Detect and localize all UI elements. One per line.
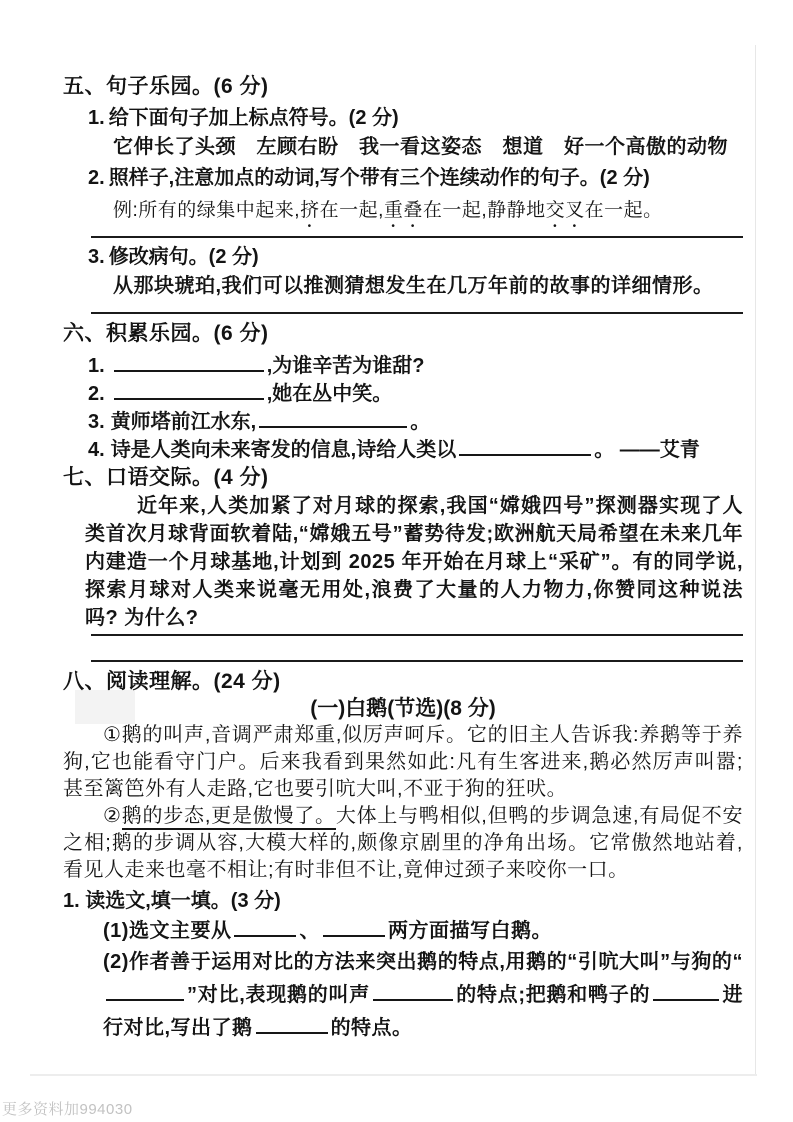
- question-number: 1.: [88, 107, 105, 129]
- question-stem: 修改病句。(2 分): [108, 246, 259, 268]
- blank-line: [653, 999, 719, 1001]
- reading-question-1-2: [63, 946, 743, 1045]
- reading-passage-title: (一)白鹅(节选)(8 分): [310, 697, 496, 720]
- blank-line: [256, 1032, 328, 1034]
- question-number: 3.: [88, 246, 105, 268]
- punctuation-exercise-sentence: 它伸长了头颈 左顾右盼 我一看这姿态 想道 好一个高傲的动物: [113, 136, 728, 158]
- example-text: 在一起,静静地: [422, 200, 546, 221]
- question-text: ”对比,表现鹅的叫声: [187, 984, 370, 1006]
- item-number: 2.: [88, 383, 105, 405]
- passage-paragraph-1: ①鹅的叫声,音调严肃郑重,似厉声呵斥。它的旧主人告诉我:养鹅等于养狗,它也能看守门户。后来我看到果然如此:凡有生客进来,鹅必然厉声叫嚣;甚至篱笆外有人走路,它也要引吭大叫,不亚于狗的狂吠。: [63, 724, 743, 800]
- passage-paragraph-2: [63, 803, 743, 884]
- blank-line: [114, 398, 264, 400]
- item-text: ,为谁辛苦为谁甜?: [266, 355, 425, 377]
- question-text: 的特点。: [330, 1017, 413, 1039]
- emphasized-verb: 挤: [300, 200, 320, 221]
- question-text: 两方面描写白鹅。: [387, 920, 552, 942]
- question-text: 的特点;把鹅和鸭子的: [455, 984, 651, 1006]
- reading-question-1: 1. 读选文,填一填。(3 分): [63, 890, 281, 912]
- blank-line: [323, 935, 385, 937]
- blank-line: [234, 935, 296, 937]
- question-stem: 给下面句子加上标点符号。(2 分): [108, 107, 399, 129]
- paragraph-text: 大体上与鸭相似,但鸭的步调急速,有局促不安之相;鹅的步调从容,大模大样的,颇像京剧里的净角出场。它常傲然地站着,看见人走来也毫不相让;有时非但不让,竟伸过颈子来咬你一口。: [63, 805, 743, 881]
- item-number: 3.: [88, 411, 105, 433]
- emphasized-verb: 交叉: [545, 200, 585, 221]
- question-text: 进行对比,写出了鹅: [103, 984, 743, 1039]
- reading-question-1-1: [63, 916, 743, 946]
- section-6-title: 六、积累乐园。(6 分): [63, 322, 269, 345]
- example-text: 在一起,: [319, 200, 384, 221]
- emphasized-verb: 重叠: [383, 200, 423, 221]
- item-text: 。 ——艾青: [594, 439, 700, 461]
- section-5-question-2: [63, 163, 743, 193]
- underlined-sentence: 鹅的步态,更是傲慢了。: [122, 805, 336, 830]
- scan-edge-line-right: [755, 45, 756, 1075]
- item-text: 诗是人类向未来寄发的信息,诗给人类以: [110, 439, 457, 461]
- item-number: 1.: [88, 355, 105, 377]
- fill-blank-item-3: [63, 408, 743, 436]
- fill-blank-item-2: [63, 380, 743, 408]
- item-text: 。: [410, 411, 431, 433]
- answer-line: [91, 312, 743, 314]
- watermark-text: 更多资料加994030: [2, 1101, 133, 1118]
- answer-line: [91, 236, 743, 238]
- item-text: ,她在丛中笑。: [266, 383, 393, 405]
- example-sentence: [63, 195, 743, 232]
- item-text: 黄师塔前江水东,: [110, 411, 257, 433]
- question-text: (1)选文主要从: [103, 920, 232, 942]
- blank-line: [114, 370, 264, 372]
- exam-content: [63, 73, 743, 1045]
- fill-blank-item-4: [63, 436, 743, 464]
- section-7-title: 七、口语交际。(4 分): [63, 466, 269, 489]
- item-number: 4.: [88, 439, 105, 461]
- sentence-to-correct: 从那块琥珀,我们可以推测猜想发生在几万年前的故事的详细情形。: [113, 275, 714, 297]
- question-text: 、: [299, 920, 320, 942]
- answer-line: [91, 660, 743, 662]
- question-number: 2.: [88, 167, 105, 189]
- scan-edge-line-bottom: [30, 1074, 757, 1076]
- paragraph-number: ②: [103, 805, 122, 827]
- example-text: 在一起。: [584, 200, 663, 221]
- section-5-question-3: [63, 242, 743, 272]
- section-5-question-1: [63, 103, 743, 133]
- example-text: 例:所有的绿集中起来,: [113, 200, 301, 221]
- fill-blank-item-1: [63, 352, 743, 380]
- blank-line: [459, 454, 591, 456]
- answer-line: [91, 634, 743, 636]
- section-5-title: 五、句子乐园。(6 分): [63, 75, 269, 98]
- blank-line: [373, 999, 453, 1001]
- question-text: (2)作者善于运用对比的方法来突出鹅的特点,用鹅的“引吭大叫”与狗的“: [103, 951, 743, 973]
- oral-communication-prompt: 近年来,人类加紧了对月球的探索,我国“嫦娥四号”探测器实现了人类首次月球背面软着陆,“嫦娥五号”蓄势待发;欧洲航天局希望在未来几年内建造一个月球基地,计划到 2025 年开始在月球上“采矿”。有的同学说,探索月球对人类来说毫无用处,浪费了大量的人力物力,你赞同这种说法吗? 为什么?: [85, 495, 743, 629]
- blank-line: [106, 999, 184, 1001]
- blank-line: [259, 426, 407, 428]
- section-8-title: 八、阅读理解。(24 分): [63, 670, 281, 693]
- question-stem: 照样子,注意加点的动词,写个带有三个连续动作的句子。(2 分): [108, 167, 650, 189]
